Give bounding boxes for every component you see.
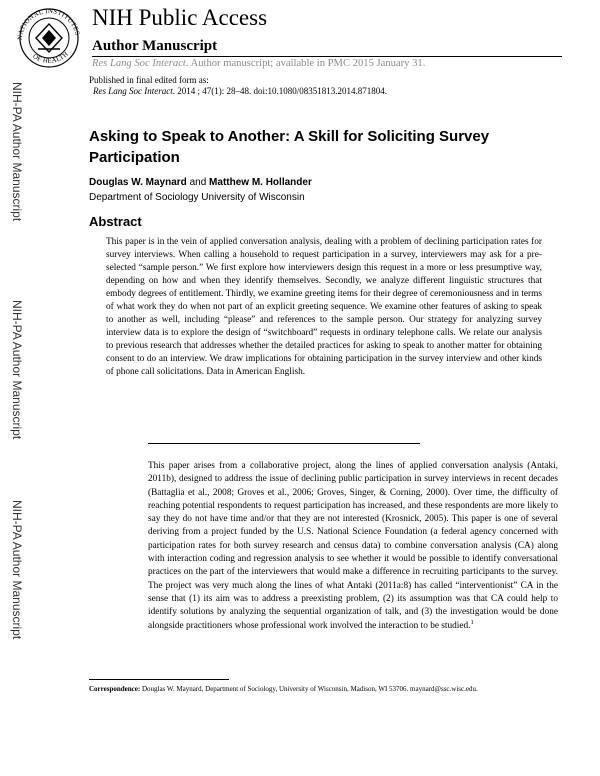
availability-line: [92, 58, 425, 69]
intro-text: This paper arises from a collaborative project, along the lines of applied conversation analysis (Antaki, 2011b), designed to address the issue of declining public participation in survey interviews in recent decades (Battaglia et al., 2008; Groves et al., 2006; Groves, Singer, & Corning, 2000). Over time, the difficulty of reaching potential respondents to request participation has increased, and these respondents are more likely to say they do not have time and/or that they are not interested (Krosnick, 2005). This paper is one of several deriving from a project funded by the U.S. National Science Foundation (a federal agency concerned with participation rates for both survey research and census data) to combine conversation analysis (CA) along with interaction coding and regression analysis to see whether it would be possible to identify conversational practices on the part of the interviewers that would make a difference in recruiting participants to the survey. The project was very much along the lines of what Antaki (2011a:8) has called “interventionist” CA in the sense that (1) its aim was to address a preexisting problem, (2) its assumption was that CA could help to identify solutions by analyzing the sequential organization of talk, and (3) the investigation would be done alongside practitioners whose professional work involved the interaction to be studied.: [148, 461, 558, 631]
abstract-text: This paper is in the vein of applied conversation analysis, dealing with a problem of declining participation rates for survey interviews. When calling a household to request participation in a survey, interviewers may ask for a pre-selected “sample person.” We first explore how interviewers design this request in a more or less presumptive way, depending on how and when they identify themselves. Secondly, we analyze different linguistic structures that embody degrees of entitlement. Thirdly, we examine greeting items for their degree of ceremoniousness and in terms of what work they do when not part of an explicit greeting sequence. We examine other features of asking to speak to another as well, including “please” and references to the sample person. Our strategy for analyzing survey interview data is to explore the design of “switchboard” requests in ordinary telephone calls. We relate our analysis to previous research that addresses whether the detailed practices for asking to speak to another matter for obtaining consent to do an interview. We draw implications for obtaining participation in the survey interview and other kinds of phone call solicitations. Data in American English.: [106, 237, 542, 378]
header-divider: [92, 56, 562, 57]
intro-paragraph: [148, 460, 558, 633]
availability-text: . Author manuscript; available in PMC 2015 January 31.: [185, 58, 426, 69]
journal-abbrev: Res Lang Soc Interact: [92, 58, 186, 69]
published-form-label: Published in final edited form as:: [89, 75, 209, 85]
abstract-heading: Abstract: [89, 214, 142, 229]
correspondence-footnote: [89, 684, 529, 694]
svg-text:OF HEALTH: OF HEALTH: [31, 50, 71, 65]
nih-seal-logo: [10, 2, 88, 68]
citation-journal: Res Lang Soc Interact: [93, 86, 173, 96]
side-label-bottom: NIH-PA Author Manuscript: [10, 500, 24, 640]
correspondence-text: Douglas W. Maynard, Department of Sociology, University of Wisconsin, Madison, WI 53706. maynard@ssc.wisc.edu.: [140, 685, 478, 693]
footnote-divider: [89, 679, 229, 680]
citation-details: . 2014 ; 47(1): 28–48. doi:10.1080/08351813.2014.871804.: [172, 86, 387, 96]
author-line: [89, 177, 312, 188]
side-label-middle: NIH-PA Author Manuscript: [10, 300, 24, 440]
correspondence-label: Correspondence:: [89, 685, 141, 693]
author-manuscript-label: Author Manuscript: [92, 38, 218, 54]
author-conjunction: and: [186, 177, 210, 188]
svg-text:NATIONAL INSTITUTES: NATIONAL INSTITUTES: [16, 7, 81, 41]
abstract-separator: [148, 443, 420, 444]
citation-line: [93, 86, 387, 96]
nih-public-access-title: NIH Public Access: [92, 5, 268, 30]
author-2: Matthew M. Hollander: [209, 177, 312, 188]
article-title: Asking to Speak to Another: A Skill for Soliciting Survey Participation: [89, 128, 490, 166]
footnote-marker: 1: [470, 618, 474, 626]
side-label-top: NIH-PA Author Manuscript: [10, 82, 24, 222]
affiliation: Department of Sociology University of Wisconsin: [89, 192, 305, 203]
author-1: Douglas W. Maynard: [89, 177, 187, 188]
